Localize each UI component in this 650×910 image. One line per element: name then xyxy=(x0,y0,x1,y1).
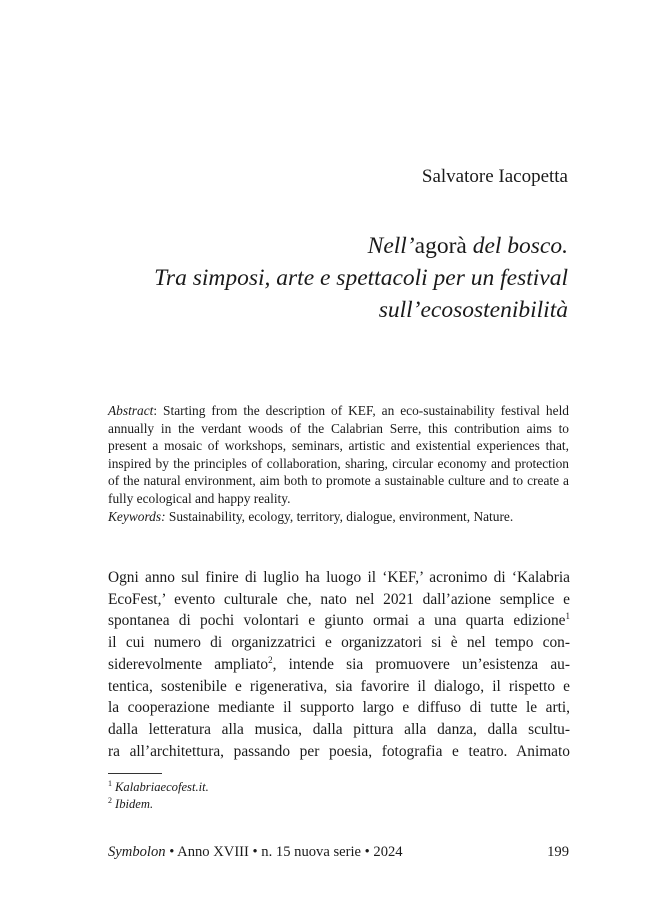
abstract-label: Abstract xyxy=(108,403,154,418)
footnote-1: $^1$ Kalabriaecofest.it. xyxy=(108,778,209,794)
author-name: Salvatore Iacopetta xyxy=(421,166,568,187)
body-line: dalla letteratura alla musica, dalla pittura alla danza, dalla scultu- xyxy=(108,720,570,738)
body-line: spontanea di pochi volontari e giunto ormai a una quarta edizione$^1$ xyxy=(108,611,570,630)
title-line-3: sull’ecosostenibilità xyxy=(378,297,568,323)
body-paragraph xyxy=(108,567,570,762)
page-footer xyxy=(108,844,569,861)
body-line: tentica, sostenibile e rigenerativa, sia favorire il dialogo, il rispetto e xyxy=(108,677,570,695)
footnote-ref-1[interactable]: 1 xyxy=(565,611,570,622)
body-line: la cooperazione mediante il supporto largo e diffuso di tutte le arti, xyxy=(108,699,570,717)
keywords-label: Keywords: xyxy=(108,509,166,524)
journal-info: Symbolon • Anno XVIII • n. 15 nuova serie • 2024 xyxy=(108,844,403,860)
body-line: ra all’architettura, passando per poesia, fotografia e teatro. Animato xyxy=(108,742,570,760)
body-line: Ogni anno sul finire di luglio ha luogo il ‘KEF,’ acronimo di ‘Kalabria xyxy=(108,569,570,586)
footnotes xyxy=(108,779,209,813)
article-title xyxy=(88,230,568,326)
keywords-text: Sustainability, ecology, territory, dialogue, environment, Nature. xyxy=(165,509,514,524)
title-line-1: Nell’agorà del bosco. xyxy=(367,233,568,259)
footnote-2: $^2$ Ibidem. xyxy=(108,795,154,811)
abstract-text: : Starting from the description of KEF, an eco-sustainability festival held annually in the verdant woods of the Calabrian Serre, this contribution aims to present a mosaic of workshops, seminars, artistic and existential experiences that, inspired by the principles of collaboration, sharing, circular economy and protection of the natural environment, aim both to promote a sustainable culture and to create a fully ecological and happy reality. xyxy=(108,403,569,506)
body-line: EcoFest,’ evento culturale che, nato nel 2021 dall’azione semplice e xyxy=(108,590,570,608)
body-line: siderevolmente ampliato$^2$, intende sia promuovere un’esistenza au- xyxy=(108,654,570,673)
title-line-2: Tra simposi, arte e spettacoli per un festival xyxy=(154,265,568,291)
body-line: il cui numero di organizzatrici e organizzatori si è nel tempo con- xyxy=(108,634,570,652)
page-number: 199 xyxy=(547,844,569,860)
keywords xyxy=(108,508,569,526)
footnote-divider xyxy=(108,773,162,774)
abstract xyxy=(108,402,569,507)
footnote-ref-2[interactable]: 2 xyxy=(268,654,273,665)
